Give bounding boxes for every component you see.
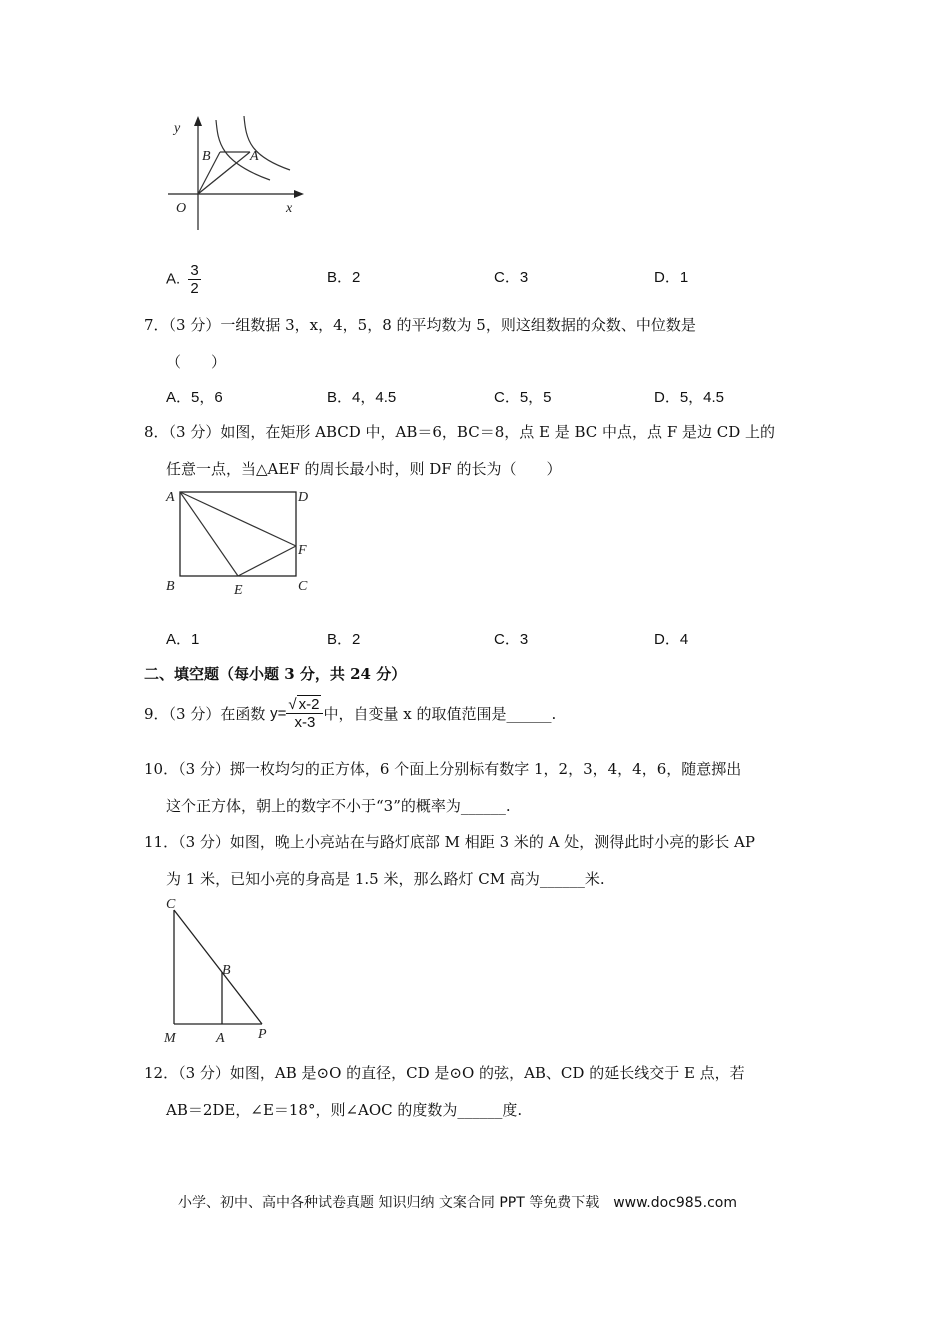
q11-c-label: C — [166, 897, 176, 912]
q8-option-b: B．2 — [327, 631, 361, 648]
q10-line-1: 10．（3 分）掷一枚均匀的正方体，6 个面上分别标有数字 1，2，3，4，4，6，随意掷出 — [144, 760, 742, 778]
q11-b-label: B — [222, 963, 231, 978]
page-footer: 小学、初中、高中各种试卷真题 知识归纳 文案合同 PPT 等免费下载 www.doc985.com — [178, 1195, 737, 1211]
q6-y-label: y — [174, 121, 181, 136]
q9-fraction — [286, 696, 323, 731]
section-2-heading: 二、填空题（每小题 3 分，共 24 分） — [144, 665, 407, 683]
q7-option-b: B．4，4.5 — [327, 389, 397, 406]
q9-line: 9．（3 分）在函数 y= $\frac{√ x-2}{x-3}$ 中，自变量 x 的取值范围是______. — [144, 696, 557, 731]
q11-figure — [160, 892, 280, 1048]
q6-option-b: B．2 — [327, 269, 361, 286]
q8-line-2: 任意一点，当△AEF 的周长最小时，则 DF 的长为（ ） — [166, 460, 562, 478]
q6-option-d: D．1 — [654, 269, 689, 286]
q6-b-label: B — [202, 149, 211, 164]
q8-figure — [160, 484, 324, 602]
q11-line-2: 为 1 米，已知小亮的身高是 1.5 米，那么路灯 CM 高为______米. — [166, 870, 605, 888]
q6-option-a: A. $\frac{3}{2}$ — [166, 262, 199, 297]
q11-line-1: 11．（3 分）如图，晚上小亮站在与路灯底部 M 相距 3 米的 A 处，测得此时小亮的影长 AP — [144, 833, 755, 851]
q6-x-label: x — [286, 201, 293, 216]
q9-numerator: √ x-2 — [286, 696, 323, 714]
q8-c-label: C — [298, 579, 308, 594]
q9-denominator: x-3 — [294, 714, 316, 731]
q7-option-c: C．5，5 — [494, 389, 552, 406]
q8-option-c: C．3 — [494, 631, 529, 648]
q12-line-2: AB＝2DE，∠E＝18°，则∠AOC 的度数为______度. — [166, 1101, 523, 1119]
q6-a-label: A — [250, 149, 259, 164]
q7-option-a: A．5，6 — [166, 389, 223, 406]
q8-option-a: A．1 — [166, 631, 200, 648]
q8-d-label: D — [298, 490, 309, 505]
q12-line-1: 12．（3 分）如图，AB 是⊙O 的直径，CD 是⊙O 的弦，AB、CD 的延长线交于 E 点，若 — [144, 1064, 745, 1082]
q10-line-2: 这个正方体，朝上的数字不小于“3”的概率为______. — [166, 797, 511, 815]
q7-line-2: （ ） — [166, 353, 227, 371]
q6-o-label: O — [176, 201, 187, 216]
q8-b-label: B — [166, 579, 175, 594]
q8-f-label: F — [298, 543, 307, 558]
q7-option-d: D．5，4.5 — [654, 389, 725, 406]
q8-line-1: 8．（3 分）如图，在矩形 ABCD 中，AB＝6，BC＝8，点 E 是 BC 中点，点 F 是边 CD 上的 — [144, 423, 776, 441]
q6-figure — [160, 112, 310, 244]
q11-a-label: A — [216, 1031, 225, 1046]
q6-option-c: C．3 — [494, 269, 529, 286]
q11-m-label: M — [164, 1031, 176, 1046]
q11-p-label: P — [258, 1027, 267, 1042]
q8-option-d: D．4 — [654, 631, 689, 648]
q8-e-label: E — [234, 583, 243, 598]
q6-option-a-fraction: $\frac{3}{2}$ — [190, 262, 199, 297]
q8-a-label: A — [166, 490, 175, 505]
q7-line-1: 7．（3 分）一组数据 3，x，4，5，8 的平均数为 5，则这组数据的众数、中位数是 — [144, 316, 696, 334]
